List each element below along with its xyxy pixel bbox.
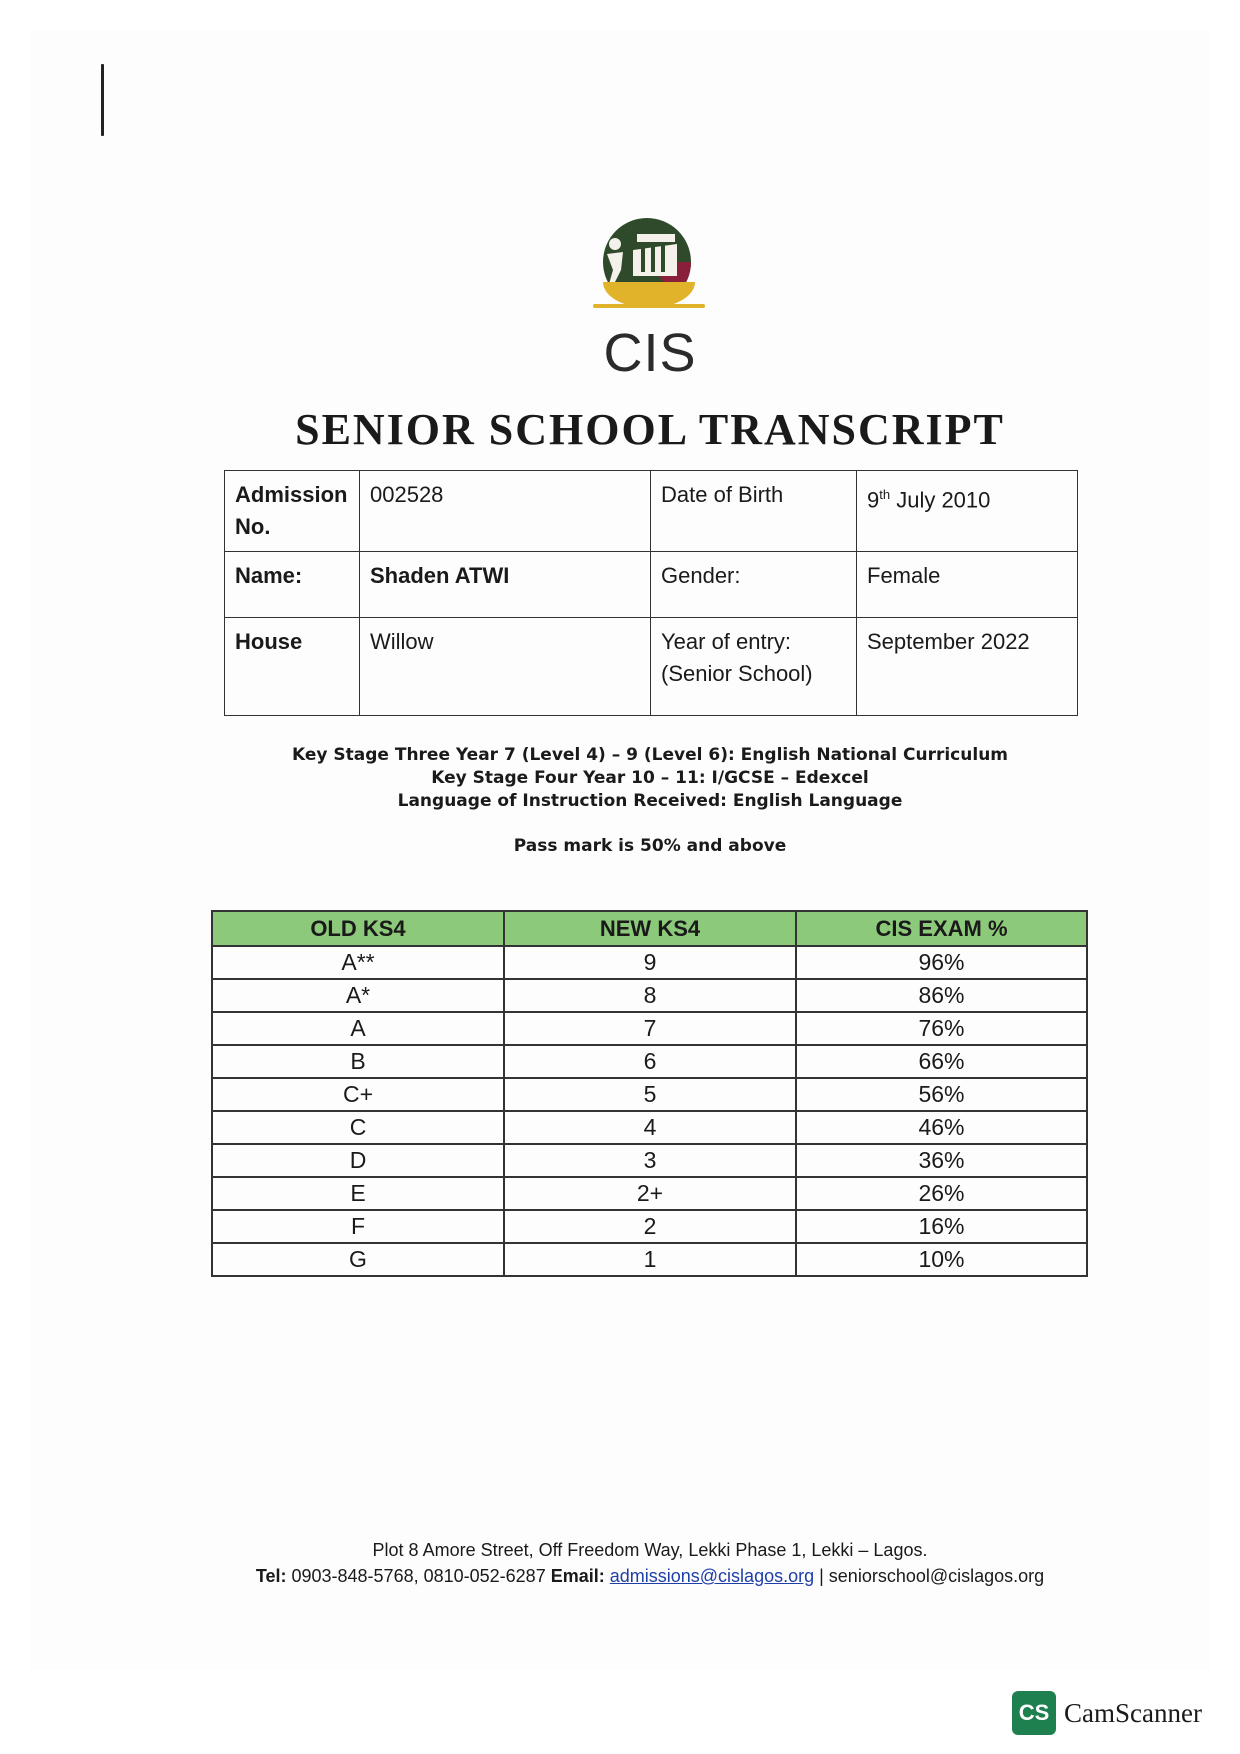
email-separator: | <box>814 1566 829 1586</box>
seniorschool-email: seniorschool@cislagos.org <box>828 1566 1045 1586</box>
new-grade: 6 <box>504 1045 796 1078</box>
email-label: Email: <box>550 1566 605 1586</box>
entry-label: Year of entry: (Senior School) <box>651 618 857 716</box>
student-info-table <box>224 470 1078 716</box>
admission-value: 002528 <box>360 471 651 552</box>
note-line-1: Key Stage Three Year 7 (Level 4) – 9 (Level 6): English National Curriculum <box>291 745 1009 765</box>
old-grade: G <box>212 1243 504 1276</box>
header-cis-exam: CIS EXAM % <box>796 911 1087 946</box>
table-row <box>212 946 1087 979</box>
footer-contact <box>0 1563 1240 1589</box>
new-grade: 7 <box>504 1012 796 1045</box>
table-row <box>212 1144 1087 1177</box>
dob-label: Date of Birth <box>651 471 857 552</box>
table-row <box>212 1210 1087 1243</box>
new-grade: 3 <box>504 1144 796 1177</box>
exam-percent: 96% <box>796 946 1087 979</box>
name-label: Name: <box>225 552 360 618</box>
page-title: SENIOR SCHOOL TRANSCRIPT <box>295 405 1005 454</box>
new-grade: 9 <box>504 946 796 979</box>
new-grade: 4 <box>504 1111 796 1144</box>
house-value: Willow <box>360 618 651 716</box>
old-grade: B <box>212 1045 504 1078</box>
footer <box>0 1537 1240 1589</box>
table-row <box>212 1243 1087 1276</box>
old-grade: A** <box>212 946 504 979</box>
old-grade: A* <box>212 979 504 1012</box>
exam-percent: 36% <box>796 1144 1087 1177</box>
exam-percent: 56% <box>796 1078 1087 1111</box>
grade-table <box>211 910 1088 1277</box>
exam-percent: 10% <box>796 1243 1087 1276</box>
table-row <box>212 979 1087 1012</box>
gender-label: Gender: <box>651 552 857 618</box>
dob-day: 9 <box>867 487 880 513</box>
tel-value: 0903-848-5768, 0810-052-6287 <box>286 1566 551 1586</box>
tel-label: Tel: <box>255 1566 287 1586</box>
logo-text: CIS <box>603 323 697 383</box>
new-grade: 2 <box>504 1210 796 1243</box>
scan-mark <box>101 64 104 136</box>
gender-value: Female <box>857 552 1078 618</box>
name-value: Shaden ATWI <box>360 552 651 618</box>
table-row <box>212 1045 1087 1078</box>
note-line-2: Key Stage Four Year 10 – 11: I/GCSE – Edexcel <box>431 768 869 788</box>
exam-percent: 76% <box>796 1012 1087 1045</box>
school-logo <box>585 214 715 383</box>
logo-emblem <box>585 214 715 324</box>
footer-address: Plot 8 Amore Street, Off Freedom Way, Lekki Phase 1, Lekki – Lagos. <box>372 1540 928 1560</box>
entry-value: September 2022 <box>857 618 1078 716</box>
pass-mark: Pass mark is 50% and above <box>513 836 787 856</box>
admission-label: Admission No. <box>225 471 360 552</box>
note-line-3: Language of Instruction Received: English Language <box>397 791 903 811</box>
dob-rest: July 2010 <box>890 487 991 513</box>
new-grade: 1 <box>504 1243 796 1276</box>
new-grade: 2+ <box>504 1177 796 1210</box>
exam-percent: 16% <box>796 1210 1087 1243</box>
camscanner-text: CamScanner <box>1064 1697 1202 1728</box>
exam-percent: 46% <box>796 1111 1087 1144</box>
old-grade: D <box>212 1144 504 1177</box>
table-row <box>212 1111 1087 1144</box>
camscanner-watermark <box>1012 1690 1202 1736</box>
old-grade: F <box>212 1210 504 1243</box>
house-label: House <box>225 618 360 716</box>
exam-percent: 26% <box>796 1177 1087 1210</box>
table-row <box>212 1078 1087 1111</box>
admissions-email-link[interactable]: admissions@cislagos.org <box>609 1566 815 1586</box>
header-old-ks4: OLD KS4 <box>212 911 504 946</box>
table-row <box>212 1012 1087 1045</box>
old-grade: C <box>212 1111 504 1144</box>
header-new-ks4: NEW KS4 <box>504 911 796 946</box>
old-grade: C+ <box>212 1078 504 1111</box>
old-grade: A <box>212 1012 504 1045</box>
new-grade: 8 <box>504 979 796 1012</box>
dob-value <box>857 471 1078 552</box>
new-grade: 5 <box>504 1078 796 1111</box>
exam-percent: 86% <box>796 979 1087 1012</box>
dob-suffix: th <box>879 487 891 502</box>
exam-percent: 66% <box>796 1045 1087 1078</box>
table-row <box>212 1177 1087 1210</box>
curriculum-notes <box>0 744 1240 858</box>
old-grade: E <box>212 1177 504 1210</box>
camscanner-icon: CS <box>1012 1691 1056 1735</box>
